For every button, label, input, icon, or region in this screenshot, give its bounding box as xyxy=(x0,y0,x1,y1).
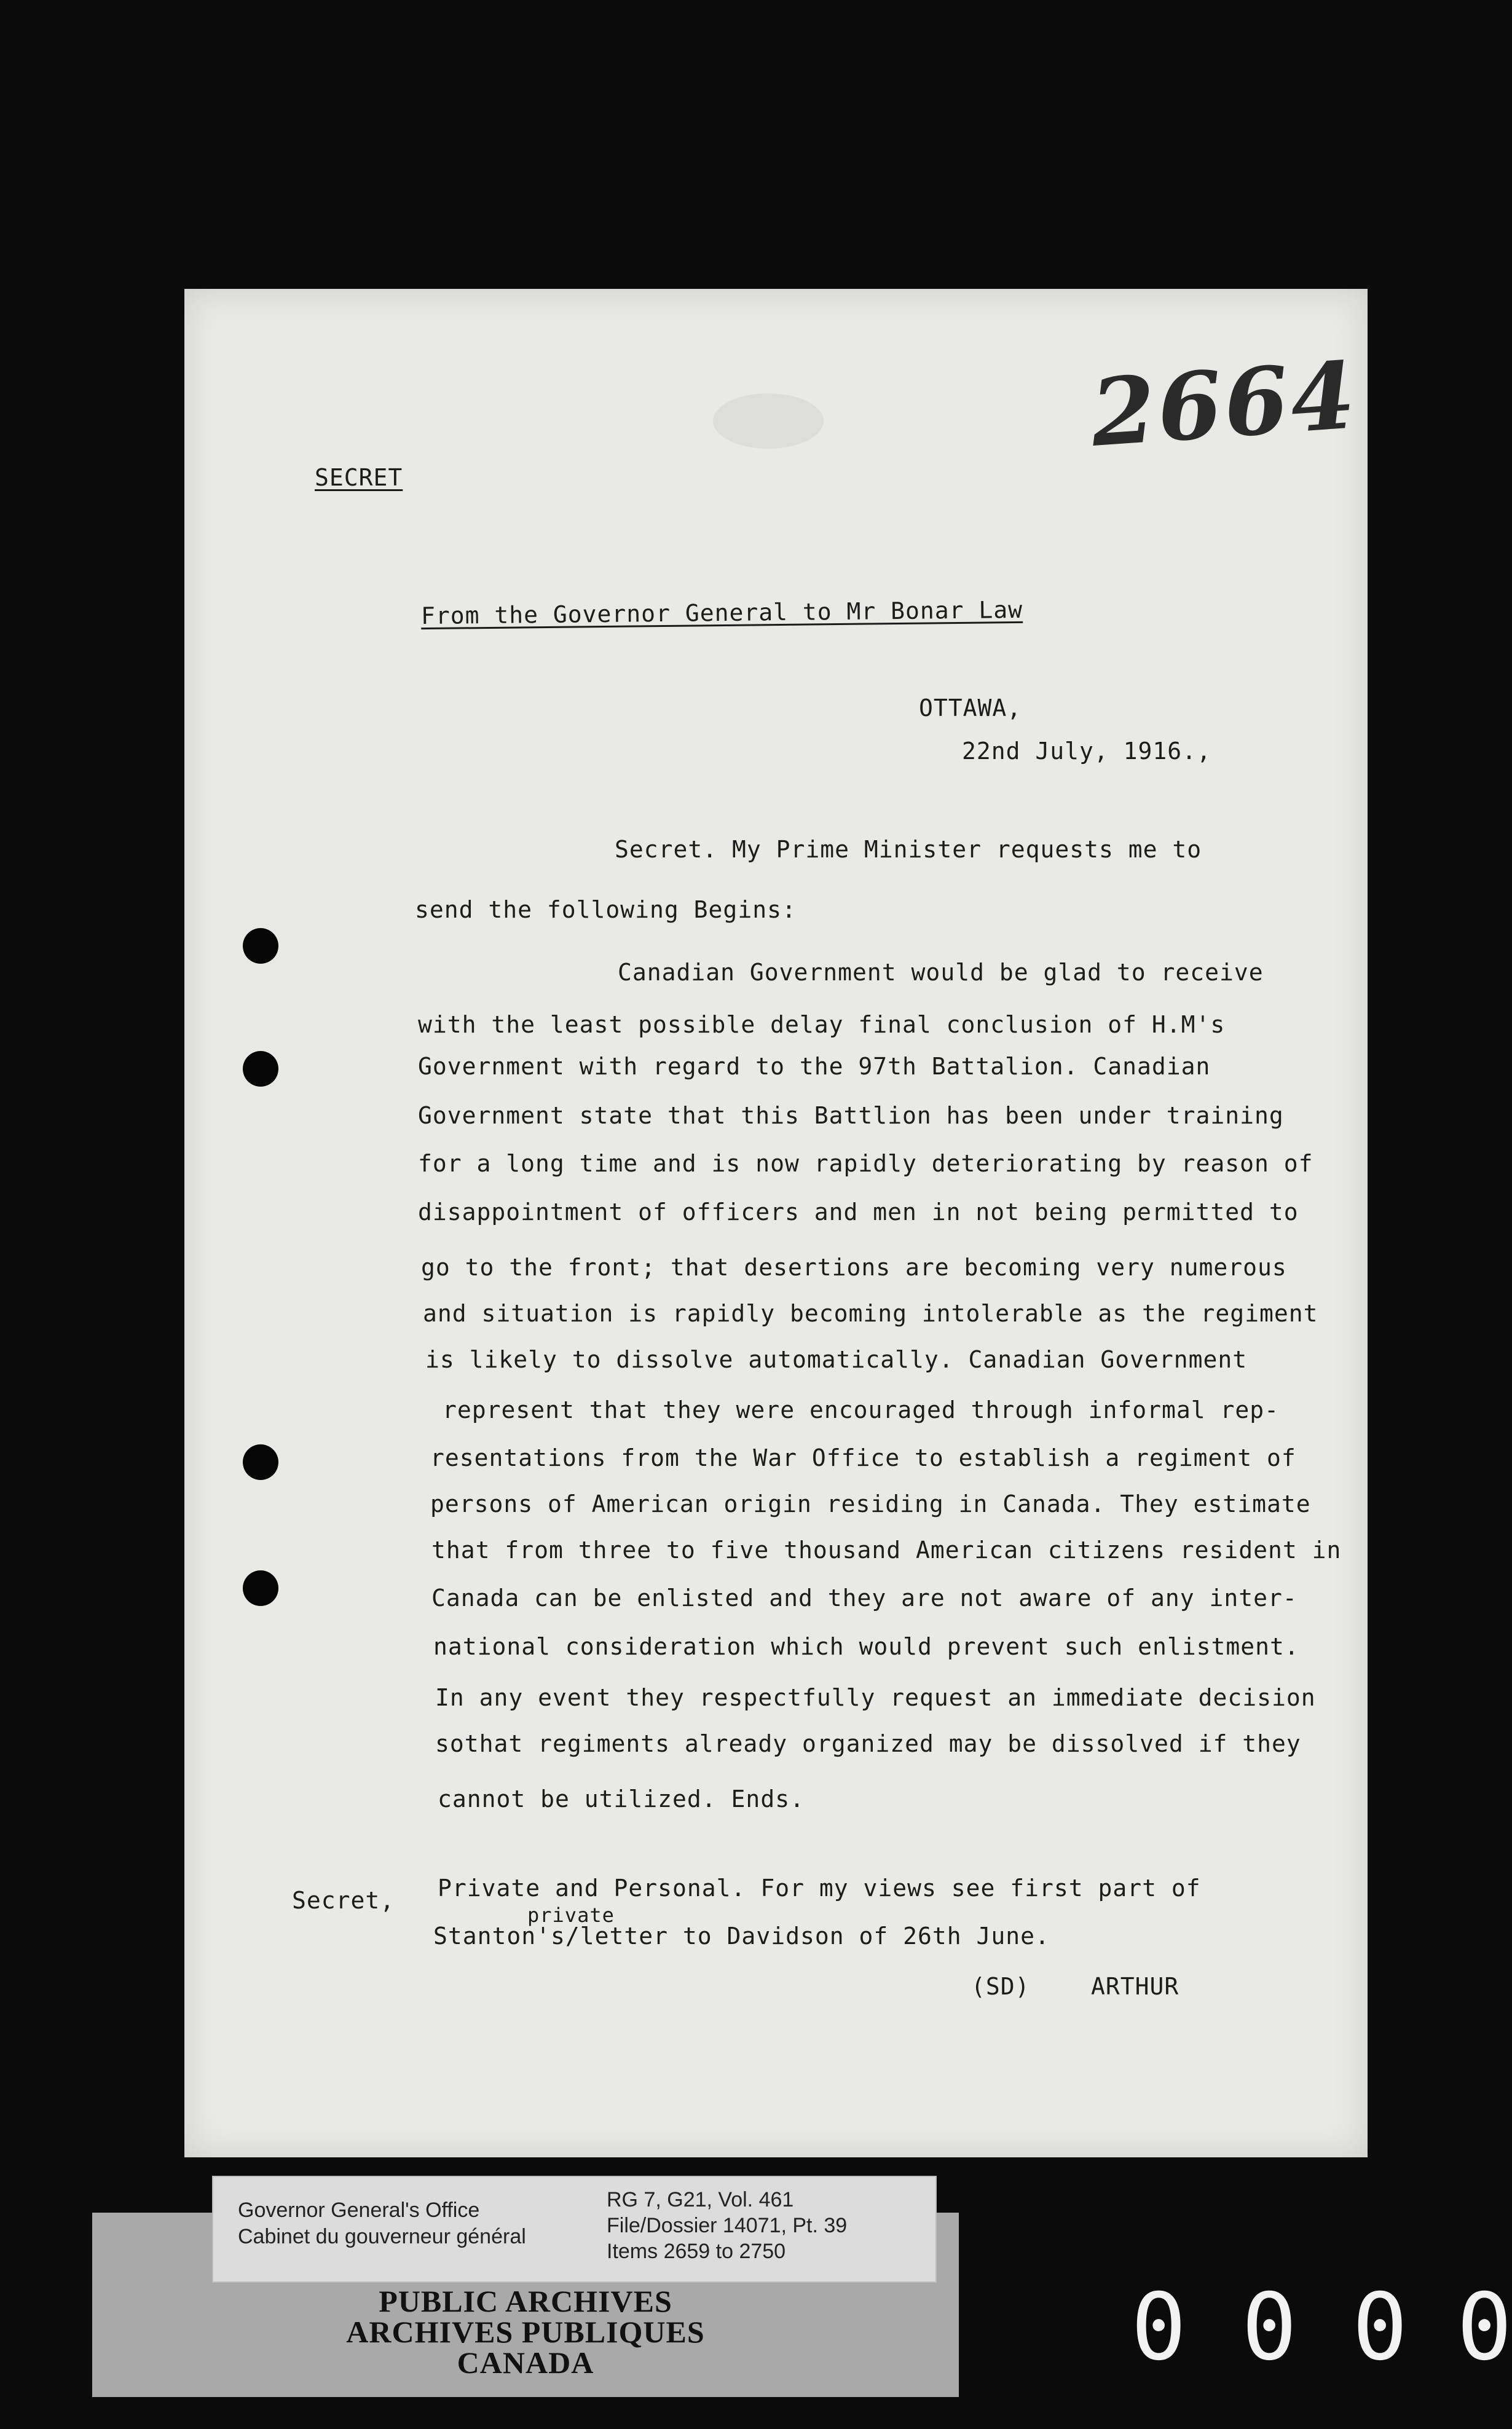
body-line: and situation is rapidly becoming intolerable as the regiment xyxy=(423,1300,1318,1327)
archives-country: CANADA xyxy=(457,2345,594,2380)
body-line: Canadian Government would be glad to receive xyxy=(618,959,1264,986)
faint-stamp xyxy=(713,393,824,449)
postscript-line-2: Stanton's/letter to Davidson of 26th June. xyxy=(433,1923,1050,1950)
signature: ARTHUR xyxy=(1091,1973,1179,2000)
archive-reference-label xyxy=(212,2176,937,2283)
postscript-insert: private xyxy=(527,1903,615,1927)
body-line: cannot be utilized. Ends. xyxy=(438,1785,805,1813)
frame-digit: 0 xyxy=(1457,2274,1512,2381)
punch-hole xyxy=(243,928,278,964)
body-line: Government with regard to the 97th Battalion. Canadian xyxy=(418,1053,1211,1080)
body-line: that from three to five thousand American citizens resident in xyxy=(431,1537,1342,1564)
archive-ref-2: File/Dossier 14071, Pt. 39 xyxy=(607,2214,848,2237)
body-line: disappointment of officers and men in not being permitted to xyxy=(418,1199,1299,1226)
intro-line-2: send the following Begins: xyxy=(415,896,797,923)
postscript-line-1: Private and Personal. For my views see first part of xyxy=(438,1875,1201,1902)
archive-ref-1: RG 7, G21, Vol. 461 xyxy=(607,2188,794,2211)
body-line: resentations from the War Office to establish a regiment of xyxy=(430,1444,1296,1471)
body-line: national consideration which would prevent such enlistment. xyxy=(433,1633,1299,1660)
body-line: sothat regiments already organized may be dissolved if they xyxy=(435,1730,1301,1757)
archives-title-fr: ARCHIVES PUBLIQUES xyxy=(346,2315,705,2349)
body-line: Government state that this Battlion has been under training xyxy=(418,1102,1284,1129)
punch-hole xyxy=(243,1444,278,1480)
body-line: go to the front; that desertions are becoming very numerous xyxy=(421,1254,1287,1281)
punch-hole xyxy=(243,1051,278,1087)
postscript-label: Secret, xyxy=(292,1887,395,1914)
frame-digit: 0 xyxy=(1242,2274,1297,2381)
punch-hole xyxy=(243,1570,278,1606)
body-line: In any event they respectfully request an immediate decision xyxy=(435,1684,1316,1711)
body-line: is likely to dissolve automatically. Canadian Government xyxy=(425,1346,1248,1373)
classification-label: SECRET xyxy=(315,464,403,491)
frame-digit: 0 xyxy=(1352,2274,1408,2381)
office-name-fr: Cabinet du gouverneur général xyxy=(238,2225,526,2248)
date-line: 22nd July, 1916., xyxy=(962,738,1211,765)
place-line: OTTAWA, xyxy=(919,695,1022,722)
handwritten-file-number: 2664 xyxy=(1087,341,1361,468)
body-line: Canada can be enlisted and they are not aware of any inter- xyxy=(431,1585,1297,1612)
body-line: persons of American origin residing in Canada. They estimate xyxy=(430,1490,1311,1518)
intro-line-1: Secret. My Prime Minister requests me to xyxy=(615,836,1202,863)
frame-digit: 0 xyxy=(1131,2274,1187,2381)
signature-prefix: (SD) xyxy=(971,1973,1030,2000)
body-line: with the least possible delay final conclusion of H.M's xyxy=(418,1011,1226,1038)
memo-heading: From the Governor General to Mr Bonar Law xyxy=(420,596,1023,630)
archives-title-en: PUBLIC ARCHIVES xyxy=(379,2284,672,2318)
office-name-en: Governor General's Office xyxy=(238,2199,480,2222)
body-line: represent that they were encouraged through informal rep- xyxy=(443,1396,1280,1423)
body-line: for a long time and is now rapidly deteriorating by reason of xyxy=(418,1150,1313,1177)
archive-ref-3: Items 2659 to 2750 xyxy=(607,2240,786,2263)
